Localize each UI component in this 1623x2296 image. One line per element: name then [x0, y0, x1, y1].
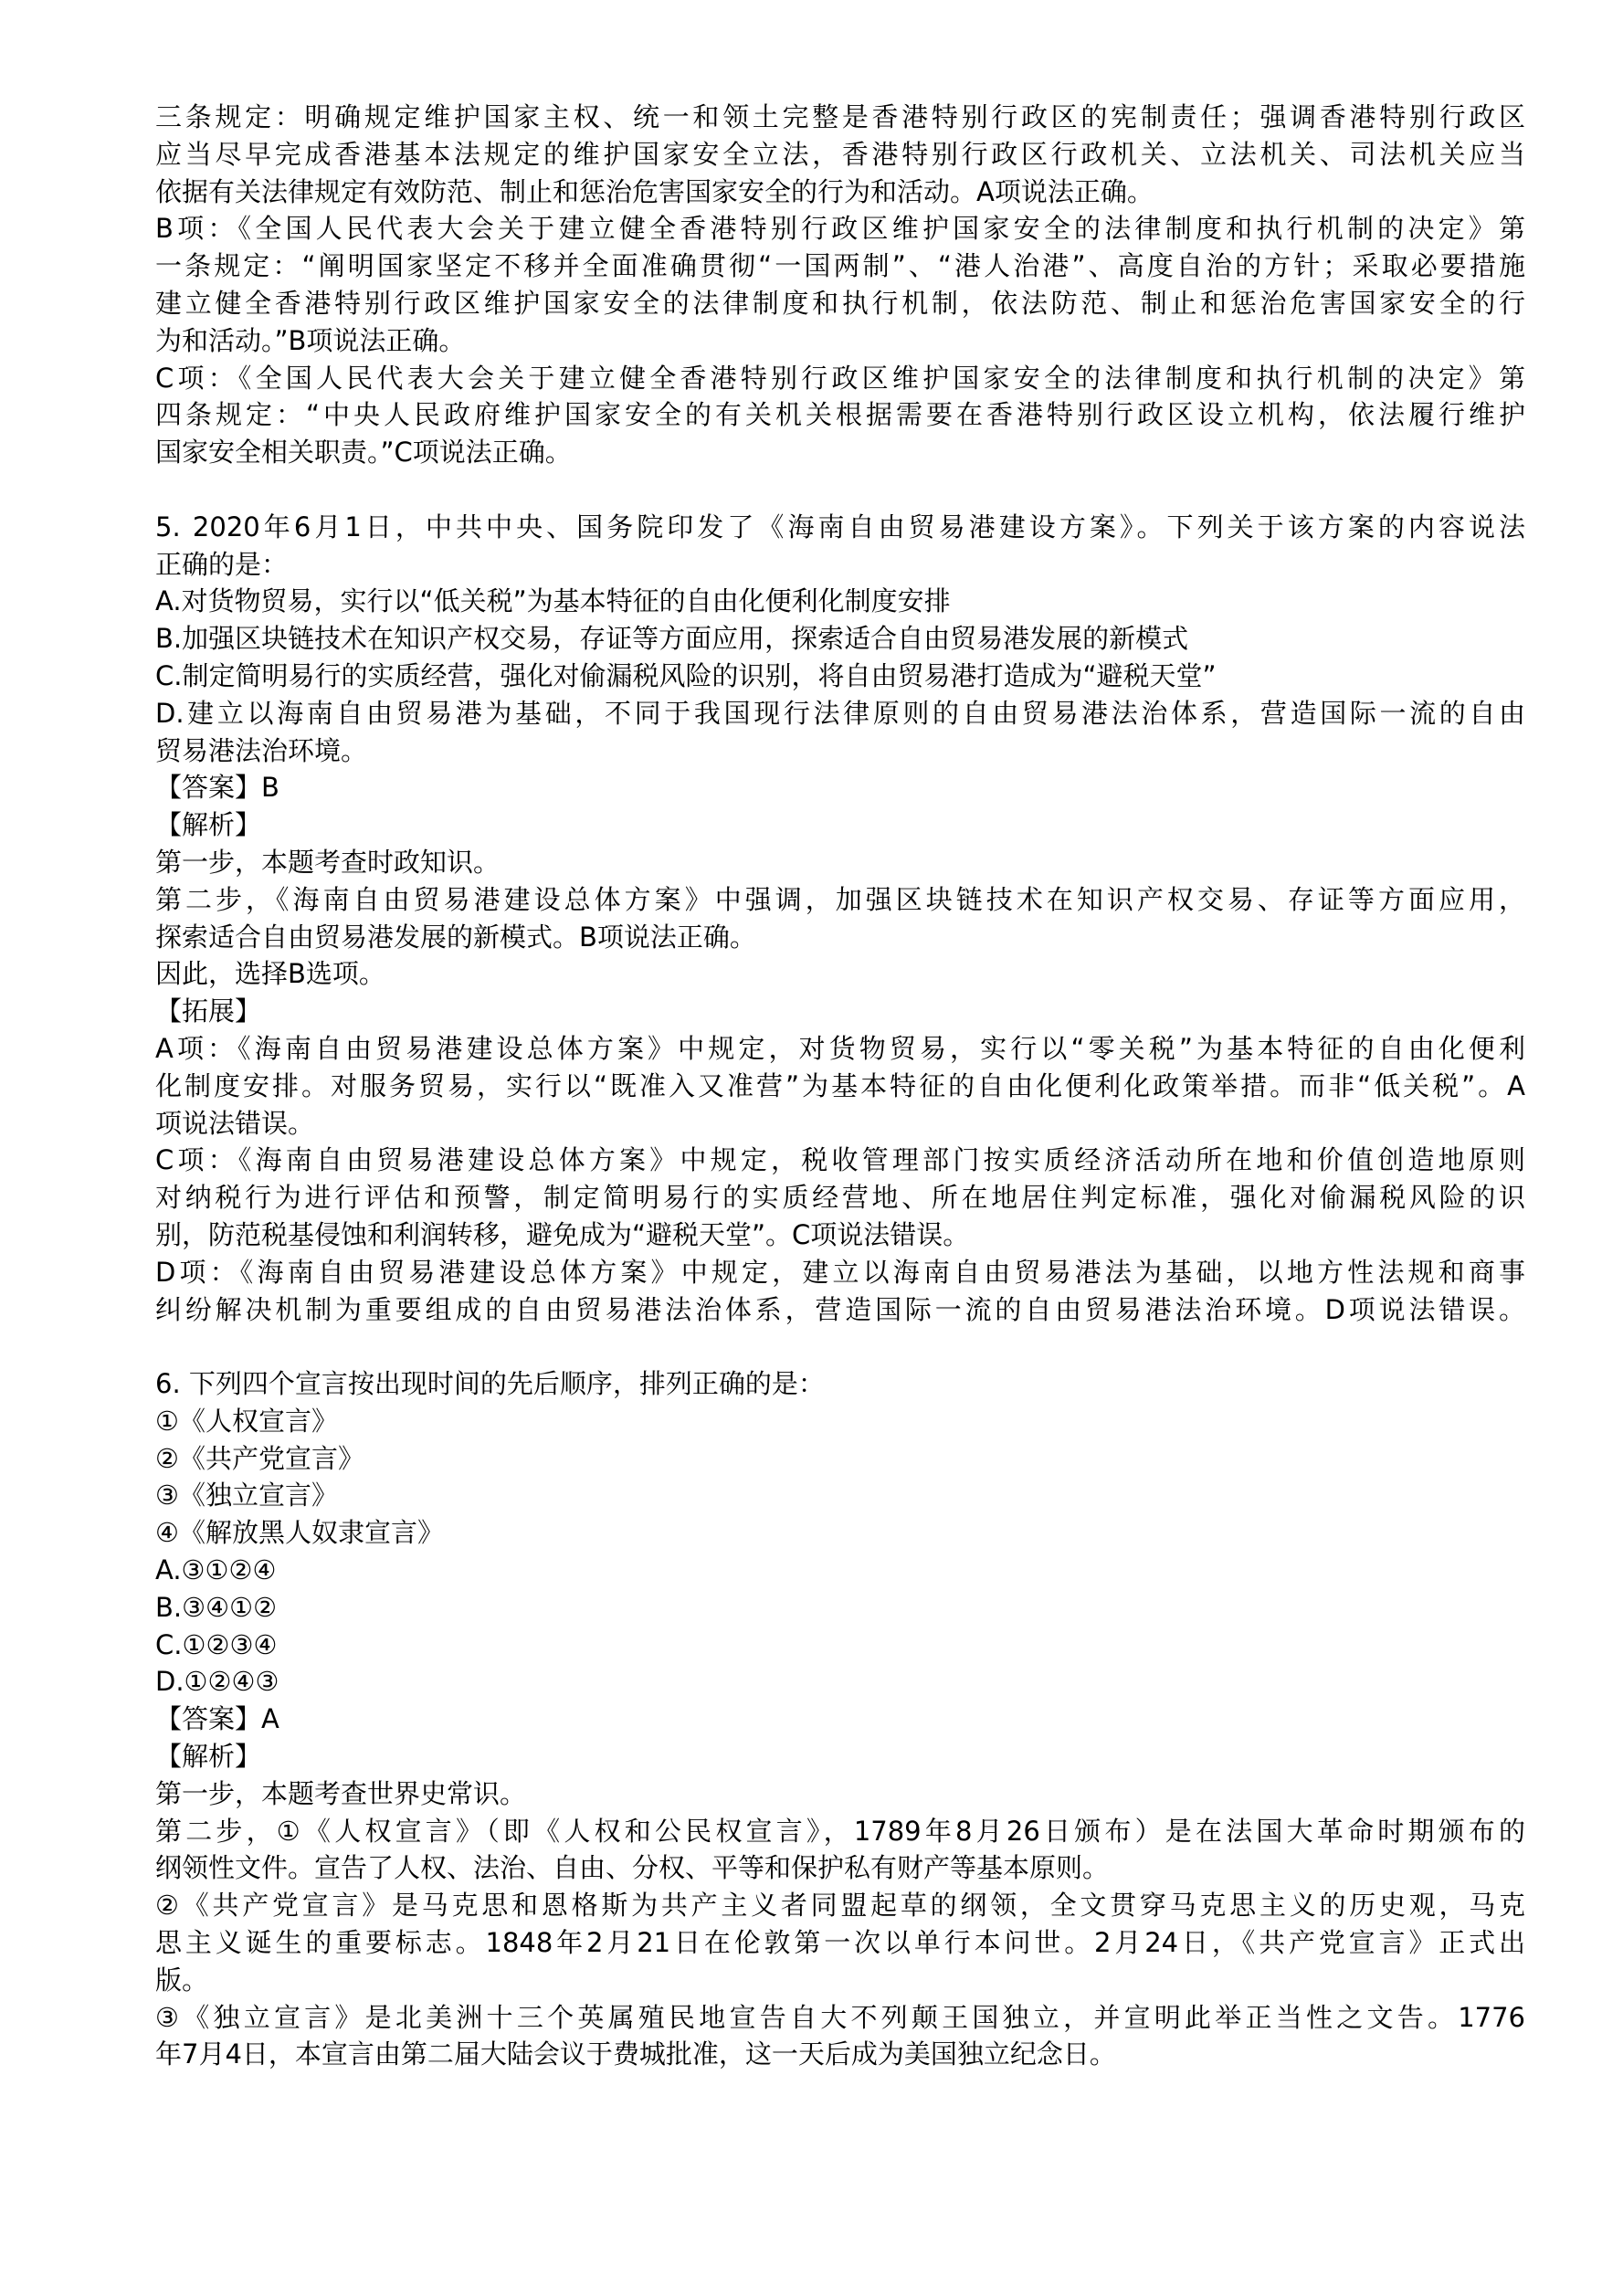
answer-label: 【答案】A: [155, 1703, 279, 1735]
question-stem: 6. 下列四个宣言按出现时间的先后顺序，排列正确的是：: [155, 1368, 825, 1400]
analysis-line: ③《独立宣言》是北美洲十三个英属殖民地宣告自大不列颠王国独立，并宣明此举正当性之文告。1776: [155, 2001, 1525, 2033]
analysis-line: 纲领性文件。宣告了人权、法治、自由、分权、平等和保护私有财产等基本原则。: [155, 1852, 1110, 1884]
answer-label: 【答案】B: [155, 772, 279, 804]
section-gap: [155, 471, 1525, 509]
analysis-line: 第一步，本题考查世界史常识。: [155, 1777, 527, 1809]
intro-line: 一条规定：“阐明国家坚定不移并全面准确贯彻“一国两制”、“港人治港”、高度自治的方针；采取必要措施: [155, 250, 1525, 282]
option-c: C.①②③④: [155, 1628, 278, 1660]
section-gap: [155, 1328, 1525, 1365]
intro-line: 为和活动。”B项说法正确。: [155, 324, 466, 356]
option-b: B.加强区块链技术在知识产权交易，存证等方面应用，探索适合自由贸易港发展的新模式: [155, 623, 1189, 655]
analysis-line: 探索适合自由贸易港发展的新模式。B项说法正确。: [155, 921, 756, 953]
extension-line: 别，防范税基侵蚀和利润转移，避免成为“避税天堂”。C项说法错误。: [155, 1218, 970, 1250]
extension-line: A项：《海南自由贸易港建设总体方案》中规定，对货物贸易，实行以“零关税”为基本特征的自由化便利: [155, 1032, 1525, 1064]
extension-line: 对纳税行为进行评估和预警，制定简明易行的实质经营地、所在地居住判定标准，强化对偷漏税风险的识: [155, 1182, 1525, 1214]
extension-line: C项：《海南自由贸易港建设总体方案》中规定，税收管理部门按实质经济活动所在地和价值创造地原则: [155, 1144, 1525, 1176]
intro-line: B项：《全国人民代表大会关于建立健全香港特别行政区维护国家安全的法律制度和执行机制的决定》第: [155, 213, 1525, 245]
intro-line: 依据有关法律规定有效防范、制止和惩治危害国家安全的行为和活动。A项说法正确。: [155, 175, 1154, 207]
extension-heading: 【拓展】: [155, 995, 262, 1027]
analysis-line: 因此，选择B选项。: [155, 958, 385, 990]
question-stem: 正确的是：: [155, 548, 289, 580]
analysis-line: 思主义诞生的重要标志。1848年2月21日在伦敦第一次以单行本问世。2月24日，《共产党宣言》正式出: [155, 1927, 1525, 1959]
item-1: ①《人权宣言》: [155, 1405, 338, 1437]
extension-line: 化制度安排。对服务贸易，实行以“既准入又准营”为基本特征的自由化便利化政策举措。而非“低关税”。A: [155, 1069, 1525, 1101]
extension-line: 纠纷解决机制为重要组成的自由贸易港法治体系，营造国际一流的自由贸易港法治环境。D项说法错误。: [155, 1293, 1525, 1325]
extension-line: D项：《海南自由贸易港建设总体方案》中规定，建立以海南自由贸易港法为基础，以地方性法规和商事: [155, 1256, 1525, 1288]
intro-line: 应当尽早完成香港基本法规定的维护国家安全立法，香港特别行政区行政机关、立法机关、司法机关应当: [155, 138, 1525, 170]
question-5: [155, 509, 1525, 1329]
intro-line: 建立健全香港特别行政区维护国家安全的法律制度和执行机制，依法防范、制止和惩治危害国家安全的行: [155, 287, 1525, 319]
option-a: A.③①②④: [155, 1554, 277, 1586]
option-b: B.③④①②: [155, 1591, 278, 1623]
analysis-line: 第一步，本题考查时政知识。: [155, 846, 501, 878]
analysis-heading: 【解析】: [155, 1741, 262, 1773]
document-page: [155, 99, 1525, 2073]
option-d: D.建立以海南自由贸易港为基础，不同于我国现行法律原则的自由贸易港法治体系，营造国际一流的自由: [155, 697, 1525, 729]
analysis-line: 第二步，①《人权宣言》（即《人权和公民权宣言》，1789年8月26日颁布）是在法国大革命时期颁布的: [155, 1815, 1525, 1847]
question-6: [155, 1365, 1525, 2073]
intro-line: 三条规定：明确规定维护国家主权、统一和领土完整是香港特别行政区的宪制责任；强调香港特别行政区: [155, 101, 1525, 132]
intro-line: C项：《全国人民代表大会关于建立健全香港特别行政区维护国家安全的法律制度和执行机制的决定》第: [155, 362, 1525, 394]
analysis-heading: 【解析】: [155, 809, 262, 841]
intro-line: 国家安全相关职责。”C项说法正确。: [155, 437, 572, 469]
item-2: ②《共产党宣言》: [155, 1442, 364, 1474]
intro-section: [155, 99, 1525, 471]
item-4: ④《解放黑人奴隶宣言》: [155, 1517, 444, 1549]
intro-line: 四条规定：“中央人民政府维护国家安全的有关机关根据需要在香港特别行政区设立机构，依法履行维护: [155, 399, 1525, 431]
analysis-line: ②《共产党宣言》是马克思和恩格斯为共产主义者同盟起草的纲领，全文贯穿马克思主义的历史观，马克: [155, 1890, 1525, 1922]
analysis-line: 年7月4日，本宣言由第二届大陆会议于费城批准，这一天后成为美国独立纪念日。: [155, 2038, 1116, 2070]
option-d: D.①②④③: [155, 1666, 279, 1698]
option-c: C.制定简明易行的实质经营，强化对偷漏税风险的识别，将自由贸易港打造成为“避税天堂”: [155, 659, 1217, 691]
extension-line: 项说法错误。: [155, 1107, 315, 1139]
option-a: A.对货物贸易，实行以“低关税”为基本特征的自由化便利化制度安排: [155, 585, 951, 617]
analysis-line: 版。: [155, 1964, 209, 1996]
analysis-line: 第二步，《海南自由贸易港建设总体方案》中强调，加强区块链技术在知识产权交易、存证等方面应用，: [155, 883, 1525, 915]
option-d: 贸易港法治环境。: [155, 734, 368, 766]
item-3: ③《独立宣言》: [155, 1480, 338, 1511]
question-stem: 5. 2020年6月1日，中共中央、国务院印发了《海南自由贸易港建设方案》。下列关于该方案的内容说法: [155, 511, 1525, 542]
